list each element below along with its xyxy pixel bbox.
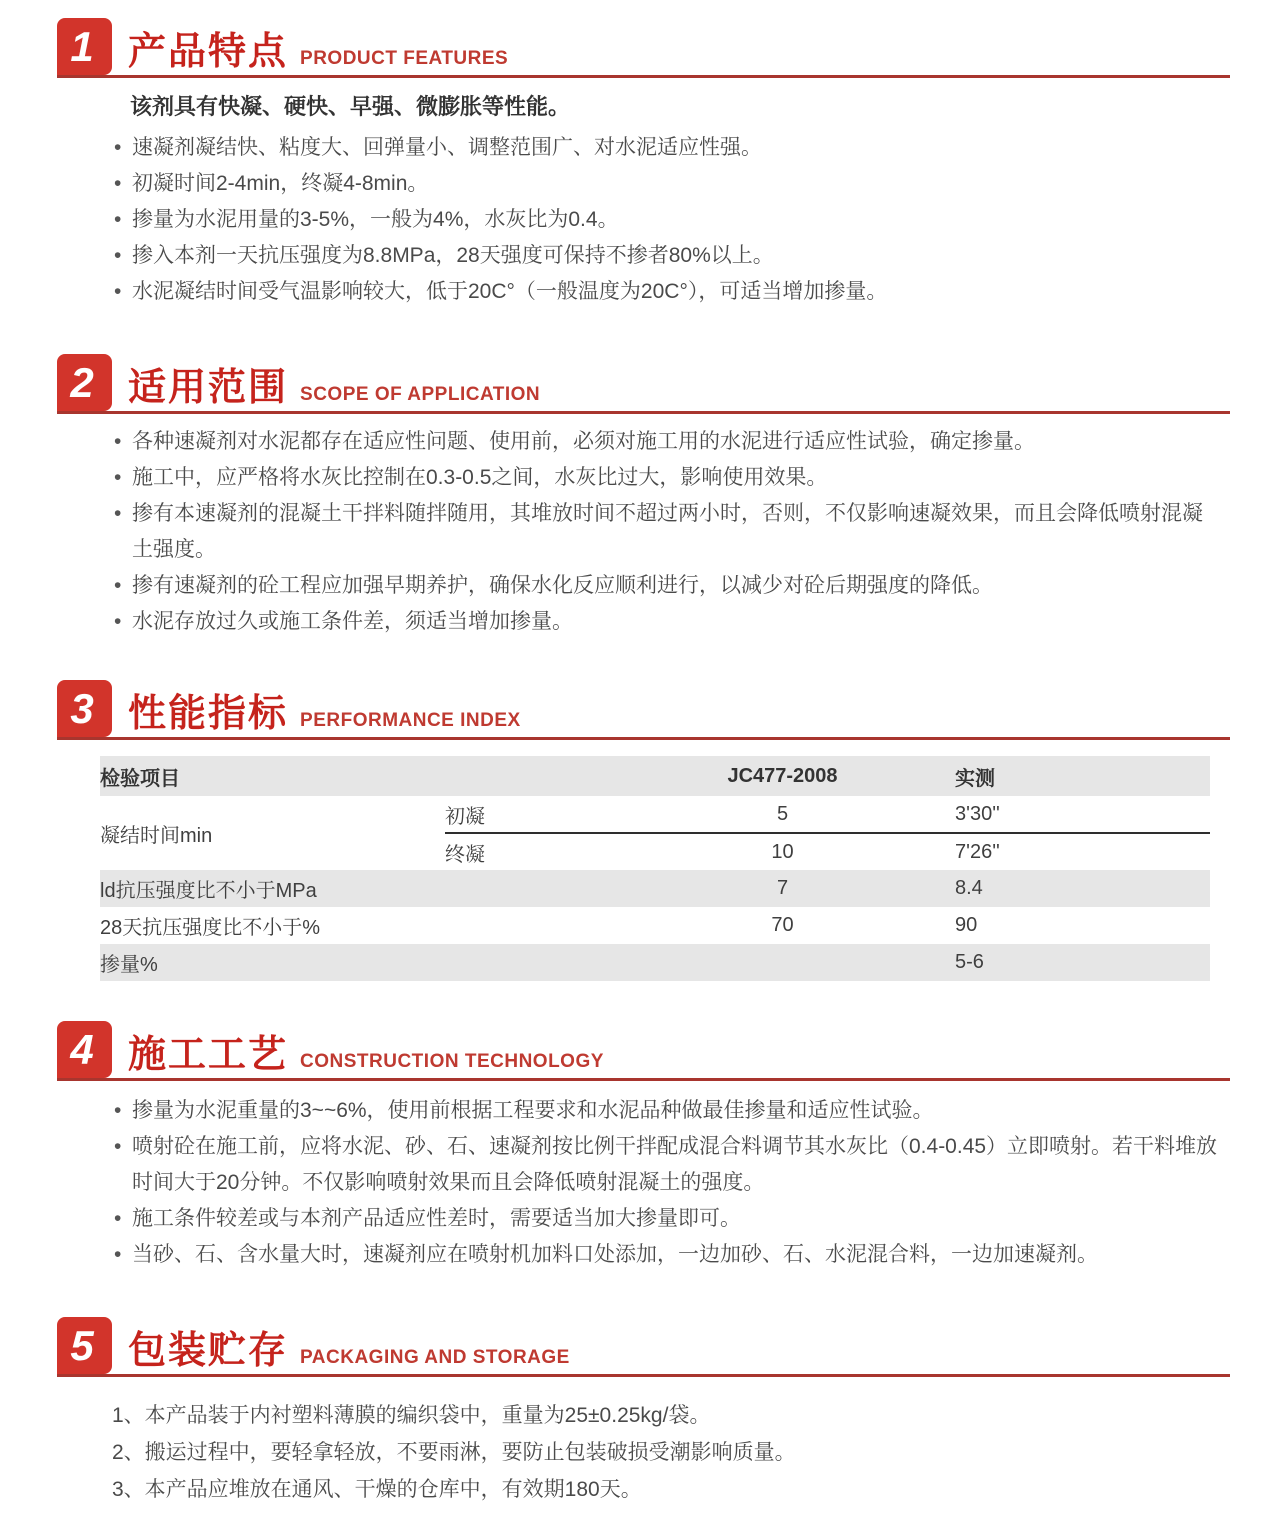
bullet-list	[112, 424, 1220, 640]
numbered-item: 1、本产品装于内衬塑料薄膜的编织袋中，重量为25±0.25kg/袋。	[112, 1404, 711, 1427]
section-number-badge: 3	[57, 680, 112, 737]
section-scope-of-application	[0, 350, 1280, 640]
section-construction-technology	[0, 1017, 1280, 1273]
section-performance-index	[0, 676, 1280, 981]
table-header-row	[100, 756, 1210, 796]
bullet-item: • 各种速凝剂对水泥都存在适应性问题、使用前，必须对施工用的水泥进行适应性试验，确定掺量。	[112, 424, 1220, 460]
table-cell: 10	[771, 840, 794, 863]
table-cell: 凝结时间min	[100, 824, 213, 847]
bullet-item: • 掺量为水泥用量的3-5%，一般为4%，水灰比为0.4。	[112, 202, 1220, 238]
section-1-header	[57, 14, 1230, 78]
section-2-header	[57, 350, 1230, 414]
section-4-header	[57, 1017, 1230, 1081]
table-cell: 7	[610, 870, 955, 907]
section-subtitle: SCOPE OF APPLICATION	[300, 384, 541, 405]
table-cell: 28天抗压强度比不小于%	[100, 917, 321, 939]
numbered-item: 3、本产品应堆放在通风、干燥的仓库中，有效期180天。	[112, 1478, 642, 1501]
section-product-features	[0, 14, 1280, 310]
table-header-cell: JC477-2008	[610, 756, 955, 796]
bullet-item: • 初凝时间2-4min，终凝4-8min。	[112, 166, 1220, 202]
table-cell: 7'26''	[955, 840, 1000, 863]
bullet-item: • 掺入本剂一天抗压强度为8.8MPa，28天强度可保持不掺者80%以上。	[112, 238, 1220, 274]
numbered-list	[112, 1397, 1220, 1508]
section-5-header	[57, 1313, 1230, 1377]
table-cell: 初凝	[445, 796, 610, 833]
bullet-item: • 当砂、石、含水量大时，速凝剂应在喷射机加料口处添加，一边加砂、石、水泥混合料，一边加速凝剂。	[112, 1237, 1220, 1273]
section-subtitle: PRODUCT FEATURES	[300, 48, 509, 69]
table-cell: 5-6	[955, 944, 1210, 981]
table-cell: 3'30''	[955, 796, 1210, 833]
bullet-list	[112, 130, 1220, 310]
section-subtitle: PERFORMANCE INDEX	[300, 710, 521, 731]
section-number-badge: 4	[57, 1021, 112, 1078]
section-intro-text: 该剂具有快凝、硬快、早强、微膨胀等性能。	[130, 94, 571, 119]
table-cell: 70	[771, 914, 794, 936]
numbered-item: 2、搬运过程中，要轻拿轻放，不要雨淋，要防止包装破损受潮影响质量。	[112, 1441, 796, 1464]
section-subtitle: CONSTRUCTION TECHNOLOGY	[300, 1051, 604, 1072]
section-3-header	[57, 676, 1230, 740]
section-number-badge: 1	[57, 18, 112, 75]
bullet-item: • 掺有本速凝剂的混凝土干拌料随拌随用，其堆放时间不超过两小时，否则，不仅影响速凝效果，而且会降低喷射混凝土强度。	[112, 496, 1220, 568]
bullet-list	[112, 1093, 1220, 1273]
section-title: 产品特点	[128, 31, 289, 73]
table-header-cell	[445, 756, 610, 796]
section-number-badge: 2	[57, 354, 112, 411]
bullet-item: • 喷射砼在施工前，应将水泥、砂、石、速凝剂按比例干拌配成混合料调节其水灰比（0.4-0.45）立即喷射。若干料堆放时间大于20分钟。不仅影响喷射效果而且会降低喷射混凝土的强度。	[112, 1129, 1220, 1201]
bullet-item: • 速凝剂凝结快、粘度大、回弹量小、调整范围广、对水泥适应性强。	[112, 130, 1220, 166]
section-title: 包装贮存	[128, 1330, 289, 1372]
table-row	[100, 796, 1210, 833]
performance-table	[100, 756, 1210, 981]
table-cell: 掺量%	[100, 944, 610, 981]
table-header-cell: 检验项目	[100, 756, 445, 796]
table-cell: 终凝	[445, 843, 485, 866]
bullet-item: • 施工中，应严格将水灰比控制在0.3-0.5之间，水灰比过大，影响使用效果。	[112, 460, 1220, 496]
section-number-badge: 5	[57, 1317, 112, 1374]
table-row	[100, 870, 1210, 907]
bullet-item: • 掺量为水泥重量的3~~6%，使用前根据工程要求和水泥品种做最佳掺量和适应性试验。	[112, 1093, 1220, 1129]
table-row	[100, 907, 1210, 944]
section-title: 适用范围	[128, 367, 289, 409]
table-cell: ld抗压强度比不小于MPa	[100, 870, 610, 907]
section-title: 施工工艺	[128, 1034, 289, 1076]
table-cell	[610, 944, 955, 981]
table-cell: 90	[955, 914, 978, 936]
bullet-item: • 水泥存放过久或施工条件差，须适当增加掺量。	[112, 604, 1220, 640]
table-cell: 5	[610, 796, 955, 833]
section-packaging-and-storage	[0, 1313, 1280, 1508]
section-subtitle: PACKAGING AND STORAGE	[300, 1347, 570, 1368]
bullet-item: • 水泥凝结时间受气温影响较大，低于20C°（一般温度为20C°），可适当增加掺量。	[112, 274, 1220, 310]
table-cell: 8.4	[955, 870, 1210, 907]
table-row	[100, 944, 1210, 981]
section-title: 性能指标	[128, 693, 289, 735]
bullet-item: • 施工条件较差或与本剂产品适应性差时，需要适当加大掺量即可。	[112, 1201, 1220, 1237]
bullet-item: • 掺有速凝剂的砼工程应加强早期养护，确保水化反应顺利进行，以减少对砼后期强度的降低。	[112, 568, 1220, 604]
table-header-cell: 实测	[955, 756, 1210, 796]
